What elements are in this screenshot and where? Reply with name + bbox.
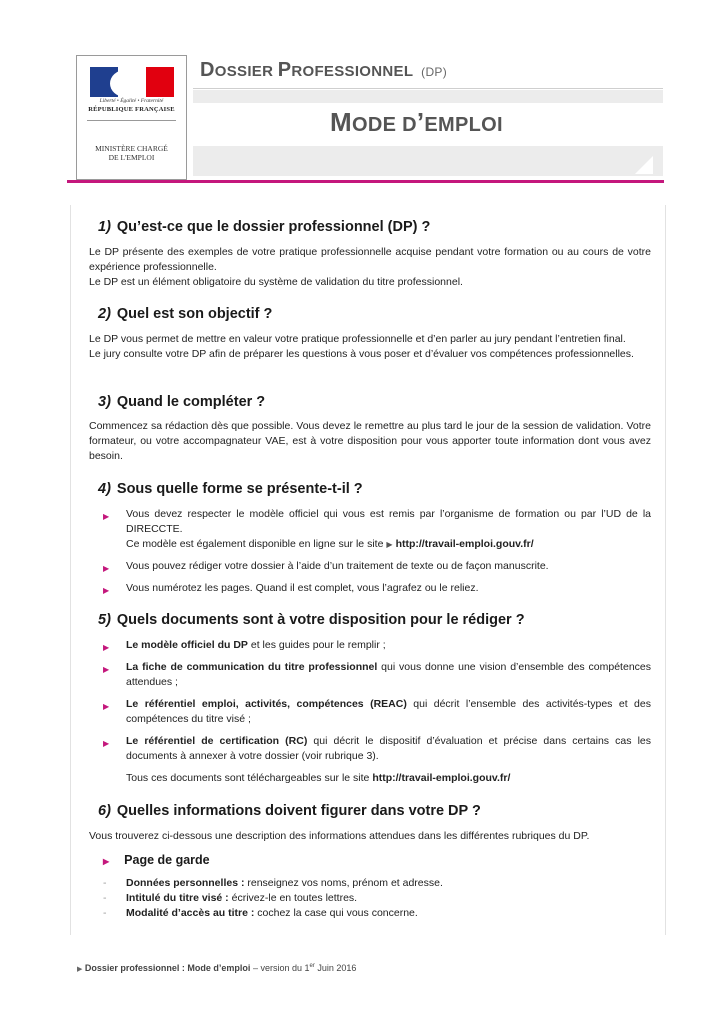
list-item: ▶ La fiche de communication du titre professionnel qui vous donne une vision d’ensemble des compétences attendues ; [103,661,651,688]
bullet-triangle-icon: ▶ [103,643,110,652]
section-3-body: Commencez sa rédaction dès que possible. Vous devez le remettre au plus tard le jour de la session de validation. Votre formateur, ou votre accompagnateur VAE, est à votre disposition pour vous apporter toute information dont vous avez besoin. [89,420,651,462]
list-item: - Intitulé du titre visé : écrivez-le en toutes lettres. [103,892,358,904]
republic-motto: Liberté • Égalité • Fraternité [99,98,164,104]
list-item: ▶ Le référentiel de certification (RC) qui décrit le dispositif d’évaluation et précise dans certains cas les documents à annexer à votre dossier (voir rubrique 3). [103,735,651,762]
list-item: ▶ Vous devez respecter le modèle officiel qui vous est remis par l’organisme de formation ou par l’UD de la DIRECCTE. Ce modèle est également disponible en ligne sur le site ▶ http://travail-emploi.gouv.fr/ [103,508,651,550]
list-item: - Modalité d’accès au titre : cochez la case qui vous concerne. [103,907,418,919]
page-footer: ▶ Dossier professionnel : Mode d’emploi – version du 1er Juin 2016 [77,963,357,973]
section-6-intro: Vous trouverez ci-dessous une description des informations attendues dans les différentes rubriques du DP. [89,830,590,842]
bullet-triangle-icon: ▶ [103,564,110,573]
accent-rule [67,180,664,183]
dash-marker-icon: - [103,907,107,919]
section-4-heading: 4) Sous quelle forme se présente-t-il ? [98,481,363,497]
flag-icon [90,67,174,97]
list-item: ▶ Le modèle officiel du DP et les guides pour le remplir ; [103,638,651,653]
bullet-triangle-icon: ▶ [103,857,110,866]
bullet-triangle-icon: ▶ [103,702,110,711]
document-title: DOSSIER PROFESSIONNEL (DP) [200,59,448,81]
download-note: Tous ces documents sont téléchargeables sur le site http://travail-emploi.gouv.fr/ [126,772,511,784]
logo-divider [87,120,176,121]
list-item: ▶ Vous pouvez rédiger votre dossier à l’aide d’un traitement de texte ou de façon manuscrite. [103,559,651,574]
bullet-triangle-icon: ▶ [103,665,110,674]
ministry-name: MINISTÈRE CHARGÉ DE L'EMPLOI [95,144,168,162]
header-divider [193,88,663,89]
section-2-heading: 2) Quel est son objectif ? [98,306,273,322]
header-band [193,90,663,103]
header-band-lower [193,146,663,176]
marianne-logo [76,55,187,180]
list-item: - Données personnelles : renseignez vos noms, prénom et adresse. [103,877,443,889]
republic-name: RÉPUBLIQUE FRANÇAISE [88,106,175,113]
document-subtitle: MODE D’EMPLOI [330,107,503,137]
website-link[interactable]: http://travail-emploi.gouv.fr/ [372,772,511,784]
section-1-heading: 1) Qu’est-ce que le dossier professionnel (DP) ? [98,219,431,235]
bullet-triangle-icon: ▶ [103,739,110,748]
footer-triangle-icon: ▶ [77,966,83,973]
section-6-heading: 6) Quelles informations doivent figurer dans votre DP ? [98,803,481,819]
website-link[interactable]: http://travail-emploi.gouv.fr/ [395,538,534,550]
bullet-triangle-icon: ▶ [103,586,110,595]
section-3-heading: 3) Quand le compléter ? [98,394,266,410]
list-item: ▶ Vous numérotez les pages. Quand il est complet, vous l’agrafez ou le reliez. [103,581,651,596]
link-arrow-icon: ▶ [386,540,393,549]
cover-page-subheading: ▶ Page de garde [103,853,210,867]
dash-marker-icon: - [103,877,107,889]
section-1-body: Le DP présente des exemples de votre pratique professionnelle acquise pendant votre formation ou au cours de votre expérience professionnelle. Le DP est un élément obligatoire du système de validation du titre professionnel. [89,246,651,288]
list-item: ▶ Le référentiel emploi, activités, compétences (REAC) qui décrit l’ensemble des activités-types et des compétences du titre visé ; [103,698,651,725]
section-5-heading: 5) Quels documents sont à votre disposition pour le rédiger ? [98,612,525,628]
dash-marker-icon: - [103,892,107,904]
bullet-triangle-icon: ▶ [103,512,110,521]
section-2-body: Le DP vous permet de mettre en valeur votre pratique professionnelle et d’en parler au jury pendant l’entretien final. Le jury consulte votre DP afin de préparer les questions à vous poser et d’évaluer vos compétences professionnelles. [89,333,634,360]
